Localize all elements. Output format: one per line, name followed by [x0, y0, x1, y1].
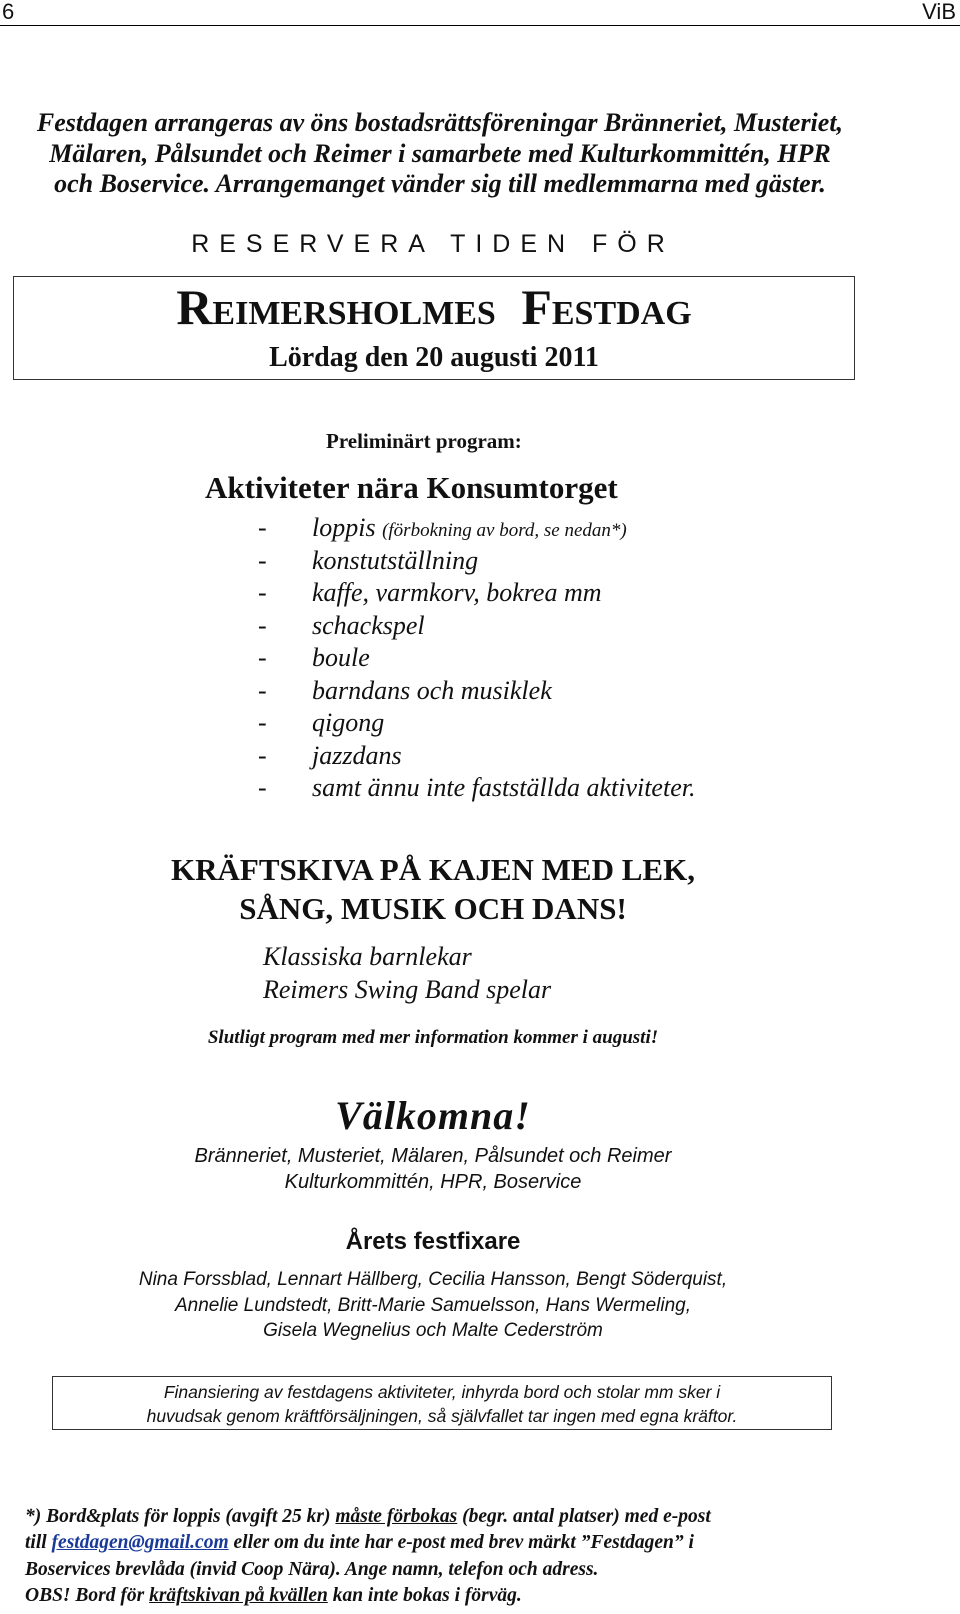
final-program-note: Slutligt program med mer information kommer i augusti! [207, 1027, 659, 1048]
financing-text: Finansiering av festdagens aktiviteter, inhyrda bord och stolar mm sker i huvudsak genom kräftförsäljningen, så självfallet tar ingen med egna kräftor. [146, 1382, 738, 1426]
organizer-names: Nina Forssblad, Lennart Hällberg, Cecilia Hansson, Bengt Söderquist, Annelie Lundstedt, Britt-Marie Samuelsson, Hans Wermeling, Gisela Wegnelius och Malte Cederström [138, 1269, 728, 1341]
footnote-line: OBS! Bord för kräftskivan på kvällen kan inte bokas i förväg. [25, 1584, 522, 1606]
intro-line: och Boservice. Arrangemanget vänder sig till medlemmarna med gäster. [54, 169, 826, 198]
activity-note: (förbokning av bord, se nedan*) [382, 520, 627, 541]
email-link[interactable]: festdagen@gmail.com [51, 1532, 229, 1554]
event-date: Lördag den 20 augusti 2011 [269, 342, 599, 373]
welcome-heading: Välkomna! [335, 1093, 531, 1138]
organizers-list: Bränneriet, Musteriet, Mälaren, Pålsundet och Reimer Kulturkommittén, HPR, Boservice [194, 1145, 672, 1193]
activity-item: - barndans och musiklek [258, 675, 552, 705]
crayfish-party-heading: KRÄFTSKIVA PÅ KAJEN MED LEK, SÅNG, MUSIK OCH DANS! [171, 852, 695, 926]
intro-line: Festdagen arrangeras av öns bostadsrättsföreningar Bränneriet, Musteriet, [36, 108, 844, 137]
footnote-line: *) Bord&plats för loppis (avgift 25 kr) måste förbokas (begr. antal platser) med e-post [25, 1506, 711, 1527]
booking-footnote [25, 1504, 845, 1609]
intro-paragraph [20, 108, 860, 200]
organizers-heading: Årets festfixare [345, 1228, 521, 1255]
activity-item: - boule [258, 643, 370, 672]
activity-item: - jazzdans [258, 740, 402, 770]
activities-list [258, 513, 695, 806]
activity-item: - kaffe, varmkorv, bokrea mm [258, 578, 602, 607]
reserve-heading: RESERVERA TIDEN FÖR [191, 230, 675, 258]
crayfish-party-underlined: kräftskivan på kvällen [149, 1584, 328, 1606]
activity-item: - loppis (förbokning av bord, se nedan*) [258, 513, 627, 542]
event-title: REIMERSHOLMES FESTDAG [176, 279, 692, 335]
activity-item: - samt ännu inte fastställda aktiviteter. [258, 773, 696, 802]
header-divider [0, 25, 960, 26]
activity-item: - schackspel [258, 610, 425, 640]
crayfish-party-details: Klassiska barnlekar Reimers Swing Band spelar [263, 942, 552, 1004]
intro-line: Mälaren, Pålsundet och Reimer i samarbete med Kulturkommittén, HPR [49, 138, 831, 168]
must-prebook-text: måste förbokas [335, 1506, 458, 1527]
activity-item: - qigong [258, 708, 385, 737]
footnote-line: Boservices brevlåda (invid Coop Nära). Ange namn, telefon och adress. [25, 1558, 599, 1580]
footnote-line: till festdagen@gmail.com eller om du inte har e-post med brev märkt ”Festdagen” i [25, 1532, 694, 1554]
activity-item: - konstutställning [258, 545, 479, 575]
page-number: 6 [2, 0, 15, 24]
program-label: Preliminärt program: [326, 429, 522, 453]
activities-heading: Aktiviteter nära Konsumtorget [205, 470, 618, 505]
publication-name: ViB [922, 0, 956, 24]
